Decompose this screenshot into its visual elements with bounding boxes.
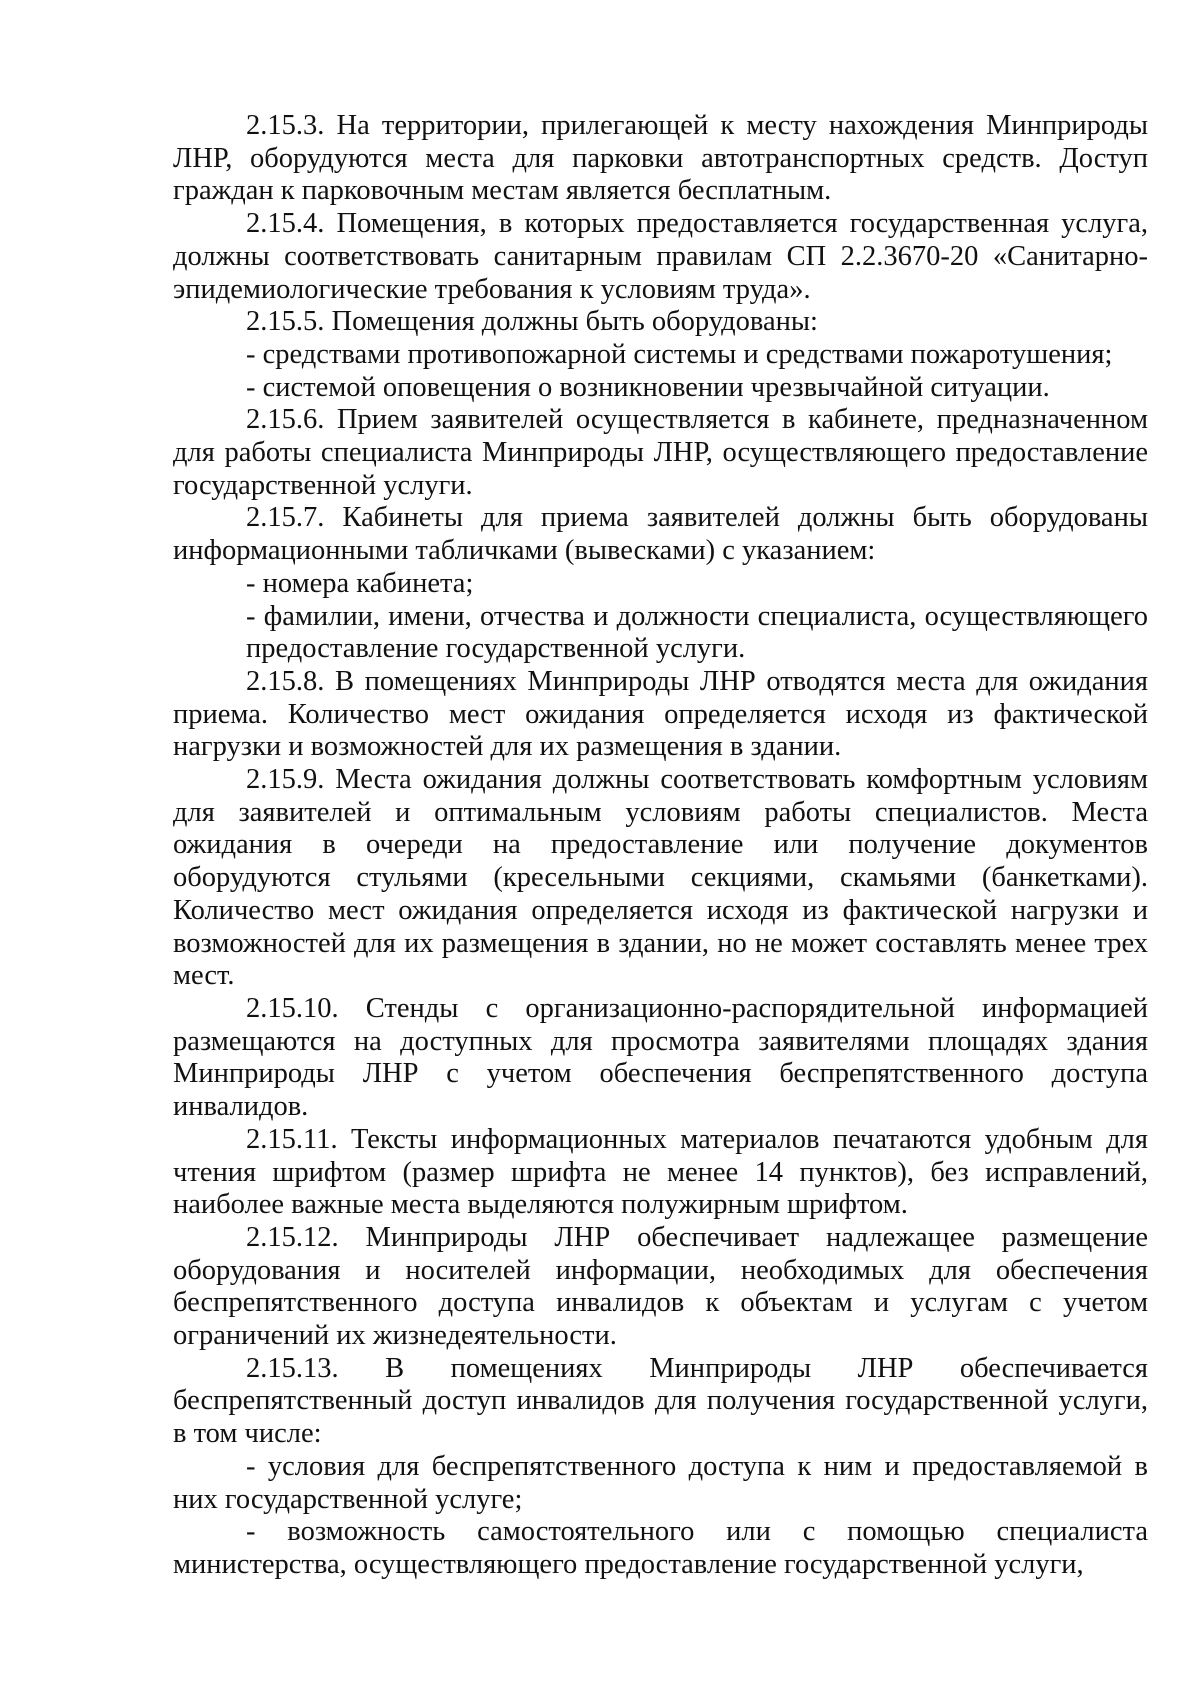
paragraph-2-15-10: 2.15.10. Стенды с организационно-распорядительной информацией размещаются на доступных для просмотра заявителями площадях здания Минприроды ЛНР с учетом обеспечения беспрепятственного доступа инвалидов.	[173, 992, 1148, 1123]
paragraph-2-15-13: 2.15.13. В помещениях Минприроды ЛНР обеспечивается беспрепятственный доступ инвалидов для получения государственной услуги, в том числе:	[173, 1352, 1148, 1450]
list-item-specialist-name: - фамилии, имени, отчества и должности специалиста, осуществляющего предоставление государственной услуги.	[246, 600, 1148, 665]
list-item-office-number: - номера кабинета;	[246, 567, 474, 599]
paragraph-2-15-5: 2.15.5. Помещения должны быть оборудованы:	[246, 306, 818, 338]
paragraph-2-15-6: 2.15.6. Прием заявителей осуществляется в кабинете, предназначенном для работы специалиста Минприроды ЛНР, осуществляющего предоставление государственной услуги.	[173, 404, 1148, 501]
list-item-fire-safety: - средствами противопожарной системы и средствами пожаротушения;	[246, 338, 1113, 370]
paragraph-2-15-9: 2.15.9. Места ожидания должны соответствовать комфортным условиям для заявителей и оптимальным условиям работы специалистов. Места ожидания в очереди на предоставление или получение документов оборудуются стульями (кресельными секциями, скамьями (банкетками). Количество мест ожидания определяется исходя из фактической нагрузки и возможностей для их размещения в здании, но не может составлять менее трех мест.	[173, 764, 1148, 992]
paragraph-2-15-8: 2.15.8. В помещениях Минприроды ЛНР отводятся места для ожидания приема. Количество мест ожидания определяется исходя из фактической нагрузки и возможностей для их размещения в здании.	[173, 665, 1148, 763]
list-item-independent-movement: - возможность самостоятельного или с помощью специалиста министерства, осуществляющего предоставление государственной услуги,	[173, 1516, 1148, 1580]
paragraph-2-15-12: 2.15.12. Минприроды ЛНР обеспечивает надлежащее размещение оборудования и носителей информации, необходимых для обеспечения беспрепятственного доступа инвалидов к объектам и услугам с учетом ограничений их жизнедеятельности.	[173, 1221, 1148, 1352]
paragraph-2-15-7: 2.15.7. Кабинеты для приема заявителей должны быть оборудованы информационными табличками (вывесками) с указанием:	[173, 502, 1148, 567]
list-item-emergency-alert: - системой оповещения о возникновении чрезвычайной ситуации.	[246, 371, 1050, 403]
document-body	[173, 110, 1148, 1582]
paragraph-2-15-3: 2.15.3. На территории, прилегающей к месту нахождения Минприроды ЛНР, оборудуются места для парковки автотранспортных средств. Доступ граждан к парковочным местам является бесплатным.	[173, 110, 1148, 207]
paragraph-2-15-4: 2.15.4. Помещения, в которых предоставляется государственная услуга, должны соответствовать санитарным правилам СП 2.2.3670-20 «Санитарно-эпидемиологические требования к условиям труда».	[173, 208, 1148, 305]
paragraph-2-15-11: 2.15.11. Тексты информационных материалов печатаются удобным для чтения шрифтом (размер шрифта не менее 14 пунктов), без исправлений, наиболее важные места выделяются полужирным шрифтом.	[173, 1123, 1148, 1221]
list-item-access-conditions: - условия для беспрепятственного доступа к ним и предоставляемой в них государственной услуге;	[173, 1450, 1148, 1515]
